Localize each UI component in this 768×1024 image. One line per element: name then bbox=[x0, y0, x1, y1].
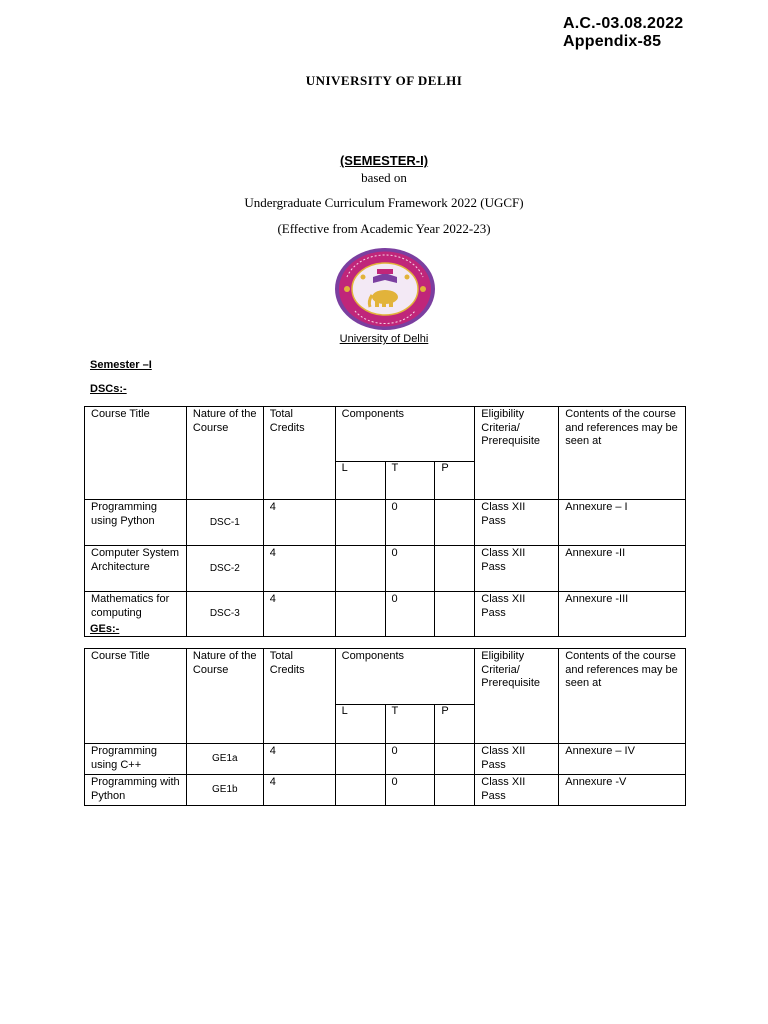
course-title: Programming using C++ bbox=[85, 744, 187, 775]
course-title: Mathematics for computing bbox=[85, 592, 187, 637]
component-l bbox=[335, 775, 385, 806]
semester-heading: (SEMESTER-I) bbox=[339, 153, 429, 168]
course-nature: DSC-3 bbox=[186, 592, 263, 637]
table-row bbox=[85, 546, 686, 592]
course-eligibility: Class XII Pass bbox=[475, 592, 559, 637]
header-components: Components bbox=[335, 649, 475, 705]
header-course-title: Course Title bbox=[85, 407, 187, 500]
component-p bbox=[435, 744, 475, 775]
table-row bbox=[85, 775, 686, 806]
course-title: Programming using Python bbox=[85, 500, 187, 546]
table-row bbox=[85, 500, 686, 546]
ges-label: GEs:- bbox=[90, 623, 120, 635]
effective-year: (Effective from Academic Year 2022-23) bbox=[277, 221, 491, 236]
header-nature: Nature of the Course bbox=[186, 407, 263, 500]
header-contents: Contents of the course and references may be seen at bbox=[559, 649, 686, 744]
course-title: Programming with Python bbox=[85, 775, 187, 806]
framework-title: Undergraduate Curriculum Framework 2022 (UGCF) bbox=[244, 195, 524, 210]
header-l: L bbox=[335, 705, 385, 744]
course-nature: GE1b bbox=[186, 775, 263, 806]
header-components: Components bbox=[335, 407, 475, 462]
header-eligibility: Eligibility Criteria/ Prerequisite bbox=[475, 649, 559, 744]
logo-caption: University of Delhi bbox=[339, 333, 429, 345]
course-nature: DSC-2 bbox=[186, 546, 263, 592]
university-seal-logo bbox=[333, 247, 437, 331]
header-credits: Total Credits bbox=[263, 407, 335, 500]
header-t: T bbox=[385, 462, 435, 500]
table-header-row bbox=[85, 649, 686, 705]
component-l bbox=[335, 592, 385, 637]
ge-table bbox=[84, 648, 686, 806]
header-l: L bbox=[335, 462, 385, 500]
course-contents: Annexure – IV bbox=[559, 744, 686, 775]
course-eligibility: Class XII Pass bbox=[475, 744, 559, 775]
table-row bbox=[85, 592, 686, 637]
course-credits: 4 bbox=[263, 775, 335, 806]
course-nature: DSC-1 bbox=[186, 500, 263, 546]
header-t: T bbox=[385, 705, 435, 744]
component-t: 0 bbox=[385, 592, 435, 637]
header-credits: Total Credits bbox=[263, 649, 335, 744]
header-eligibility: Eligibility Criteria/ Prerequisite bbox=[475, 407, 559, 500]
course-credits: 4 bbox=[263, 744, 335, 775]
semester-label: Semester –I bbox=[90, 359, 152, 371]
header-p: P bbox=[435, 462, 475, 500]
component-l bbox=[335, 744, 385, 775]
table-header-row bbox=[85, 407, 686, 462]
dsc-table bbox=[84, 406, 686, 637]
course-nature: GE1a bbox=[186, 744, 263, 775]
component-t: 0 bbox=[385, 546, 435, 592]
course-credits: 4 bbox=[263, 592, 335, 637]
header-course-title: Course Title bbox=[85, 649, 187, 744]
table-row bbox=[85, 744, 686, 775]
course-contents: Annexure – I bbox=[559, 500, 686, 546]
university-title: UNIVERSITY OF DELHI bbox=[305, 73, 463, 88]
header-reference bbox=[563, 15, 683, 51]
component-l bbox=[335, 500, 385, 546]
course-credits: 4 bbox=[263, 500, 335, 546]
component-p bbox=[435, 775, 475, 806]
header-p: P bbox=[435, 705, 475, 744]
component-p bbox=[435, 546, 475, 592]
course-eligibility: Class XII Pass bbox=[475, 500, 559, 546]
course-contents: Annexure -II bbox=[559, 546, 686, 592]
component-t: 0 bbox=[385, 744, 435, 775]
based-on-text: based on bbox=[361, 170, 407, 185]
course-contents: Annexure -III bbox=[559, 592, 686, 637]
ac-date: A.C.-03.08.2022 bbox=[563, 15, 684, 32]
course-title: Computer System Architecture bbox=[85, 546, 187, 592]
appendix-number: Appendix-85 bbox=[563, 33, 662, 50]
component-t: 0 bbox=[385, 500, 435, 546]
header-contents: Contents of the course and references may be seen at bbox=[559, 407, 686, 500]
component-p bbox=[435, 500, 475, 546]
component-t: 0 bbox=[385, 775, 435, 806]
course-credits: 4 bbox=[263, 546, 335, 592]
header-nature: Nature of the Course bbox=[186, 649, 263, 744]
component-p bbox=[435, 592, 475, 637]
dscs-label: DSCs:- bbox=[90, 383, 127, 395]
course-eligibility: Class XII Pass bbox=[475, 546, 559, 592]
course-eligibility: Class XII Pass bbox=[475, 775, 559, 806]
component-l bbox=[335, 546, 385, 592]
course-contents: Annexure -V bbox=[559, 775, 686, 806]
